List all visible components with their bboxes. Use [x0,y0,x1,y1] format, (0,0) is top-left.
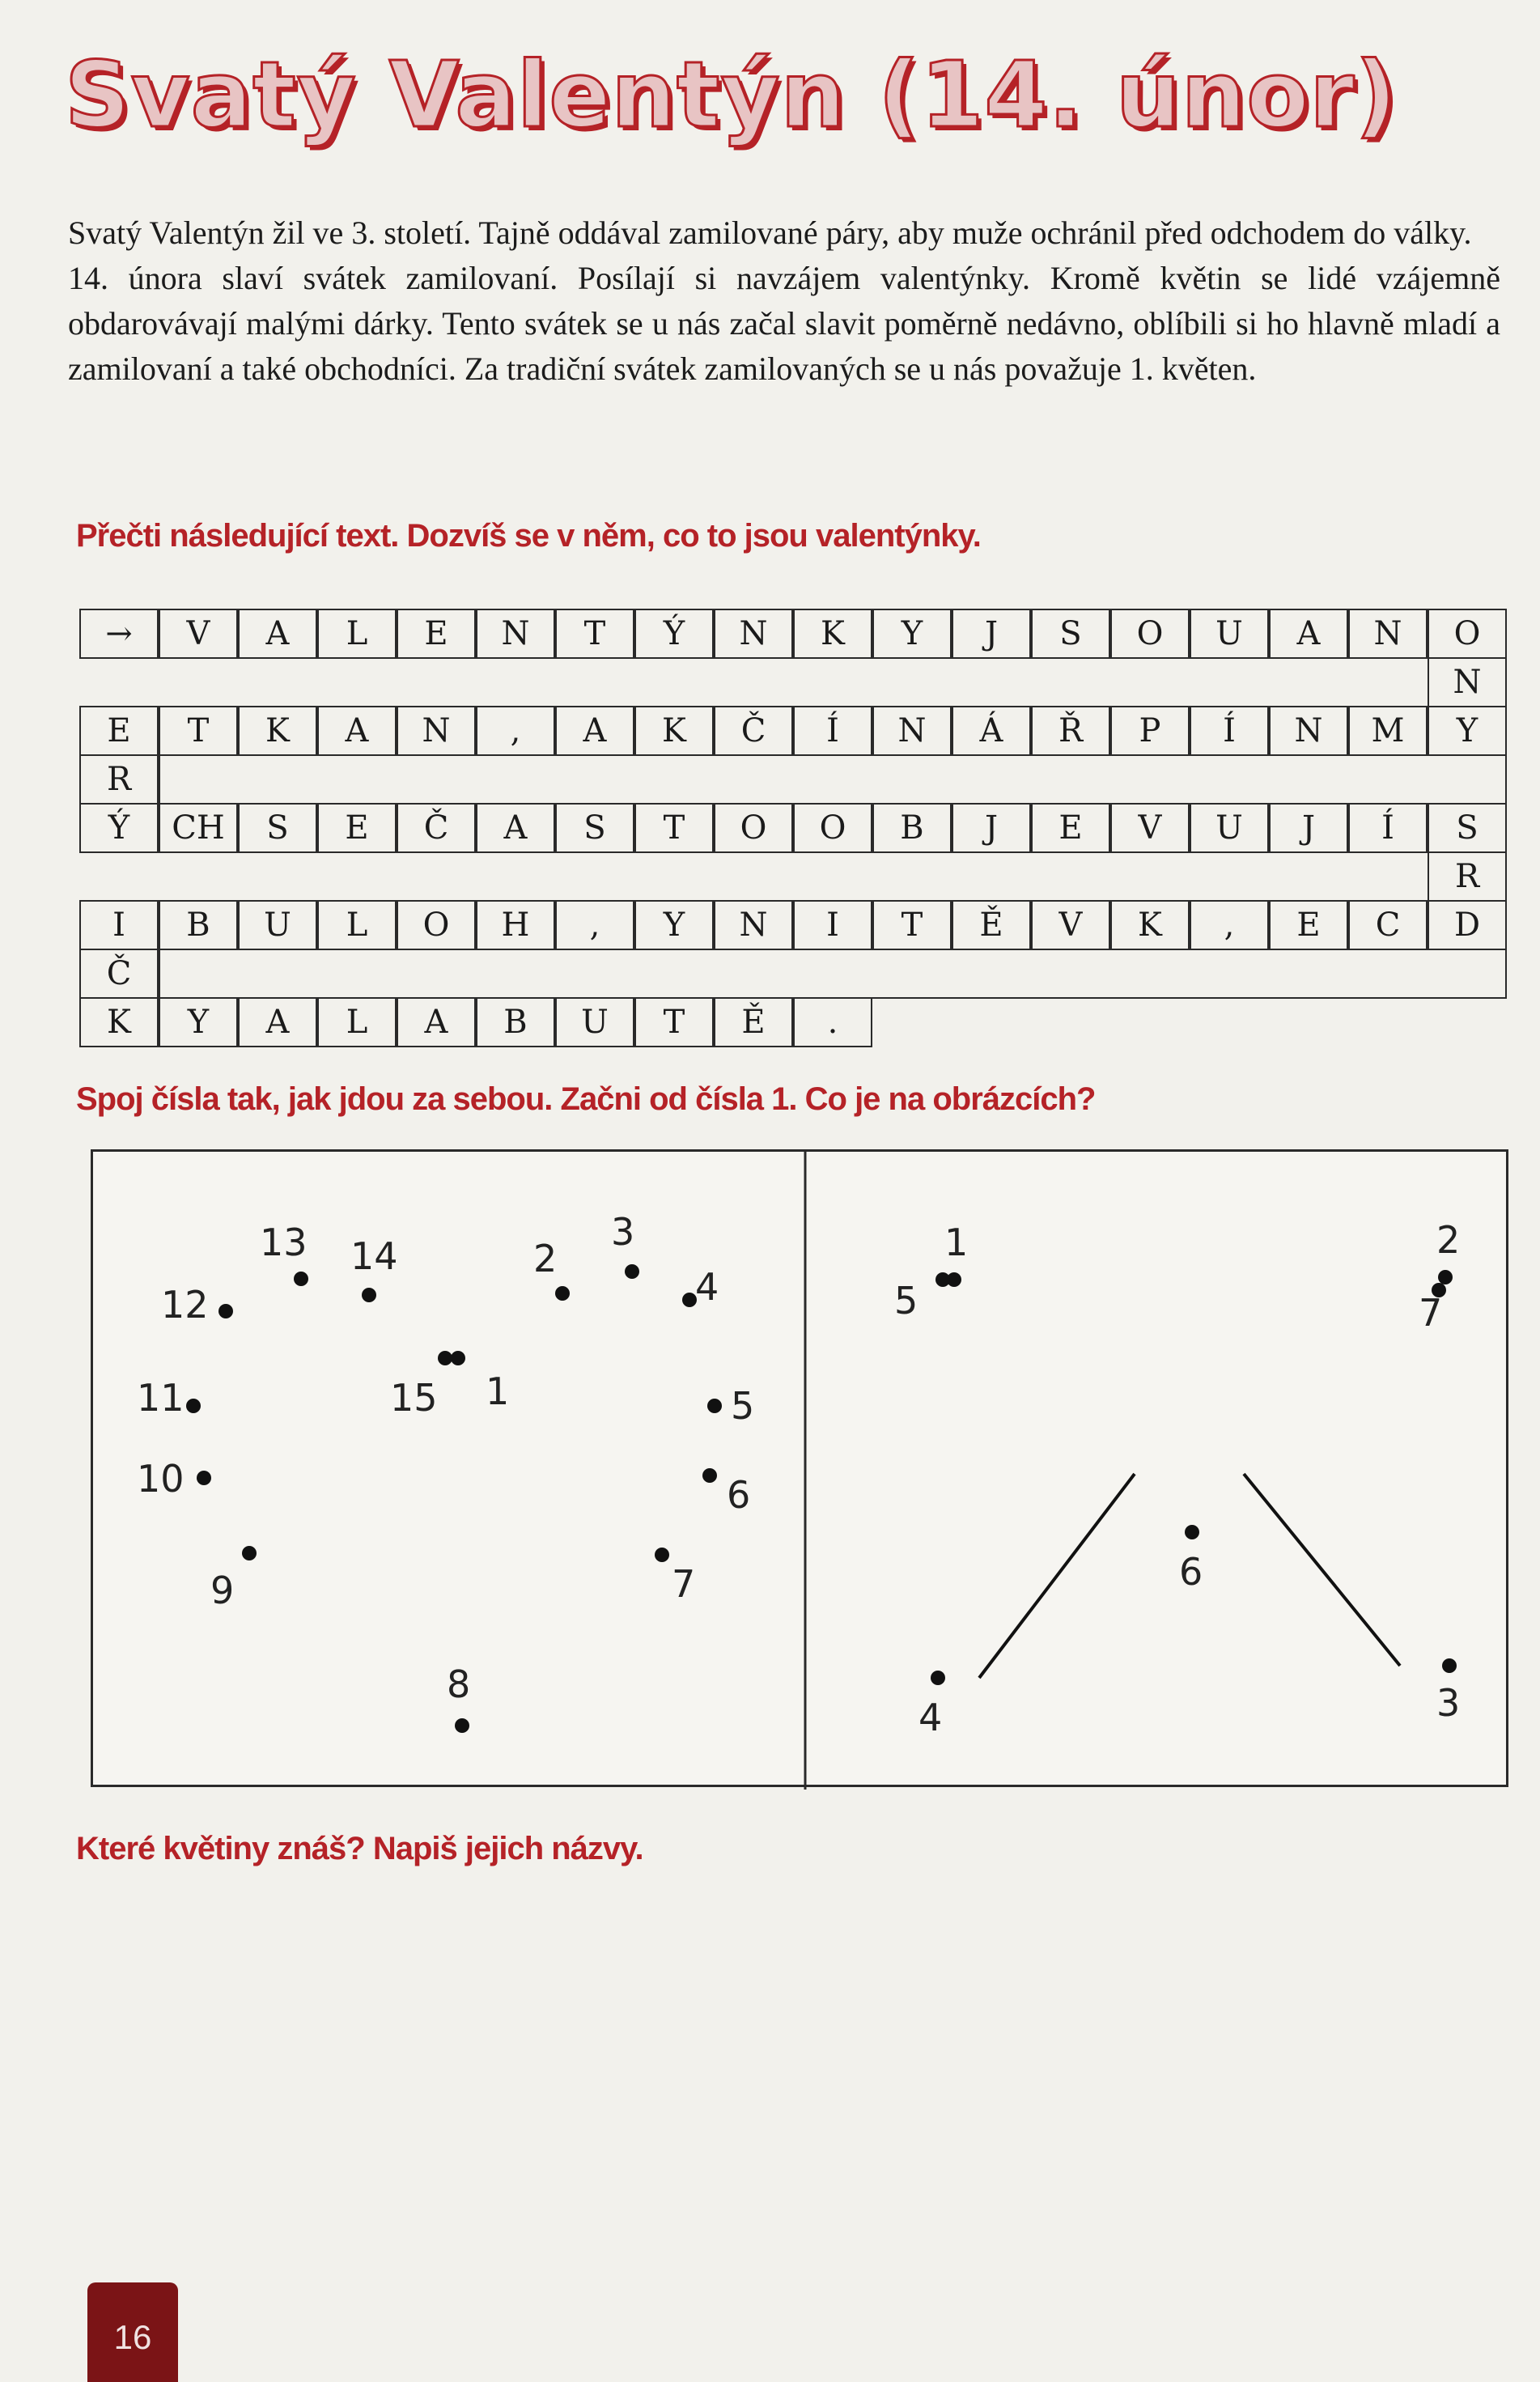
grid-cell: A [1269,609,1348,659]
heart-dot-3 [625,1264,639,1279]
grid-cell: Ř [1031,706,1110,756]
intro-paragraph-2: 14. února slaví svátek zamilovaní. Posílají si navzájem valentýnky. Kromě květin se lidé vzájemně obdarovávají malými dárky. Tento svátek se u nás začal slavit poměrně nedávno, oblíbili si ho hlavně mladí a zamilovaní a také obchodníci. Za tradiční svátek zamilovaných se u nás považuje 1. květen. [68,260,1500,387]
grid-cell: N [1348,609,1428,659]
grid-cell: A [397,997,476,1047]
grid-cell: A [317,706,397,756]
heart-dot-5 [707,1399,722,1413]
heart-label-4: 4 [695,1265,719,1309]
tulip-stem-right [1244,1474,1400,1666]
page-number-tab [87,2282,178,2382]
heart-label-5: 5 [731,1384,755,1428]
grid-spacer [159,754,1507,805]
tulip-label-5: 5 [894,1279,918,1323]
grid-cell: E [1269,900,1348,950]
grid-cell: I [793,900,872,950]
heart-label-12: 12 [161,1283,209,1327]
task-flowers-heading: Které květiny znáš? Napiš jejich názvy. [76,1831,643,1866]
grid-cell: T [159,706,238,756]
grid-cell: A [238,997,317,1047]
grid-cell: K [634,706,714,756]
grid-cell: O [714,803,793,853]
heart-label-11: 11 [137,1376,185,1420]
heart-dot-12 [218,1304,233,1318]
task-read-heading: Přečti následující text. Dozvíš se v něm, co to jsou valentýnky. [76,518,981,554]
grid-cell: U [1190,609,1269,659]
intro-paragraph-1: Svatý Valentýn žil ve 3. století. Tajně oddával zamilované páry, aby muže ochránil před odchodem do války. [68,214,1472,251]
grid-cell: Á [952,706,1031,756]
heart-dot-15 [438,1351,452,1365]
heart-label-1: 1 [486,1369,510,1413]
grid-cell: N [397,706,476,756]
grid-cell: T [634,997,714,1047]
grid-cell: O [397,900,476,950]
grid-cell: R [1428,851,1507,902]
grid-cell: . [793,997,872,1047]
grid-cell: B [159,900,238,950]
heart-dot-7 [655,1548,669,1562]
grid-cell: R [79,754,159,805]
heart-label-7: 7 [672,1562,696,1606]
heart-label-8: 8 [447,1662,471,1706]
grid-cell: K [1110,900,1190,950]
heart-label-13: 13 [260,1221,308,1264]
heart-label-14: 14 [350,1234,398,1278]
grid-cell: V [1110,803,1190,853]
grid-cell: A [555,706,634,756]
grid-cell: Č [397,803,476,853]
heart-puzzle [137,1210,754,1733]
grid-cell: Ý [634,609,714,659]
page-title: Svatý Valentýn (14. únor) [65,43,1398,148]
grid-cell: → [79,609,159,659]
grid-cell: V [159,609,238,659]
grid-cell: U [555,997,634,1047]
grid-cell: N [1269,706,1348,756]
heart-label-6: 6 [727,1473,751,1517]
grid-cell: E [1031,803,1110,853]
grid-cell: L [317,997,397,1047]
grid-cell: O [1428,609,1507,659]
grid-cell: , [555,900,634,950]
tulip-dot-6 [1185,1525,1199,1539]
grid-cell: A [238,609,317,659]
intro-text [68,210,1500,392]
grid-cell: B [872,803,952,853]
grid-cell: S [238,803,317,853]
heart-label-10: 10 [137,1457,185,1501]
grid-cell: , [476,706,555,756]
grid-cell: K [79,997,159,1047]
grid-cell: Í [1190,706,1269,756]
grid-spacer [159,949,1507,999]
grid-cell: Ý [79,803,159,853]
grid-cell: E [317,803,397,853]
grid-cell: J [1269,803,1348,853]
grid-cell: J [952,609,1031,659]
grid-cell: V [1031,900,1110,950]
grid-cell: Ě [714,997,793,1047]
grid-cell: N [714,900,793,950]
grid-cell: U [1190,803,1269,853]
grid-cell: Č [714,706,793,756]
heart-dot-14 [362,1288,376,1302]
grid-cell: Č [79,949,159,999]
dot-to-dot-puzzles [91,1149,1508,1787]
tulip-label-1: 1 [944,1221,969,1264]
dot-to-dot-canvas [93,1152,1511,1790]
tulip-dot-5 [935,1272,950,1287]
grid-cell: N [1428,657,1507,707]
grid-cell: , [1190,900,1269,950]
grid-cell: K [793,609,872,659]
grid-cell: J [952,803,1031,853]
grid-cell: O [1110,609,1190,659]
page-number: 16 [113,2318,152,2356]
grid-cell: Í [1348,803,1428,853]
grid-cell: E [397,609,476,659]
grid-cell: S [1031,609,1110,659]
grid-cell: K [238,706,317,756]
grid-cell: I [79,900,159,950]
heart-dot-13 [294,1272,308,1286]
grid-cell: Ě [952,900,1031,950]
grid-cell: S [1428,803,1507,853]
grid-cell: O [793,803,872,853]
tulip-dot-4 [931,1671,945,1685]
heart-dot-6 [702,1468,717,1483]
grid-cell: Y [1428,706,1507,756]
grid-cell: C [1348,900,1428,950]
grid-cell: L [317,900,397,950]
tulip-label-3: 3 [1436,1681,1461,1725]
heart-dot-2 [555,1286,570,1301]
heart-dot-8 [455,1718,469,1733]
tulip-dot-2 [1438,1270,1453,1284]
grid-cell: D [1428,900,1507,950]
tulip-dot-3 [1442,1658,1457,1673]
grid-cell: Y [634,900,714,950]
grid-cell: T [634,803,714,853]
heart-label-9: 9 [210,1569,235,1612]
heart-label-3: 3 [611,1210,635,1254]
heart-label-2: 2 [533,1237,558,1280]
tulip-label-7: 7 [1419,1291,1443,1335]
grid-cell: P [1110,706,1190,756]
tulip-label-6: 6 [1179,1550,1203,1594]
grid-cell: N [714,609,793,659]
grid-cell: M [1348,706,1428,756]
heart-dot-9 [242,1546,257,1560]
grid-cell: T [872,900,952,950]
tulip-label-2: 2 [1436,1218,1461,1262]
grid-cell: CH [159,803,238,853]
grid-cell: Y [159,997,238,1047]
grid-cell: H [476,900,555,950]
grid-cell: L [317,609,397,659]
grid-cell: N [476,609,555,659]
grid-cell: N [872,706,952,756]
heart-label-15: 15 [390,1376,438,1420]
heart-dot-10 [197,1471,211,1485]
grid-cell: A [476,803,555,853]
tulip-stem-left [979,1474,1135,1678]
grid-cell: B [476,997,555,1047]
grid-cell: Í [793,706,872,756]
heart-dot-11 [186,1399,201,1413]
heart-dot-1 [451,1351,465,1365]
grid-cell: U [238,900,317,950]
tulip-puzzle [894,1218,1460,1739]
task-connect-heading: Spoj čísla tak, jak jdou za sebou. Začni od čísla 1. Co je na obrázcích? [76,1081,1096,1117]
grid-cell: S [555,803,634,853]
grid-cell: Y [872,609,952,659]
grid-cell: E [79,706,159,756]
tulip-label-4: 4 [918,1696,943,1739]
grid-cell: T [555,609,634,659]
